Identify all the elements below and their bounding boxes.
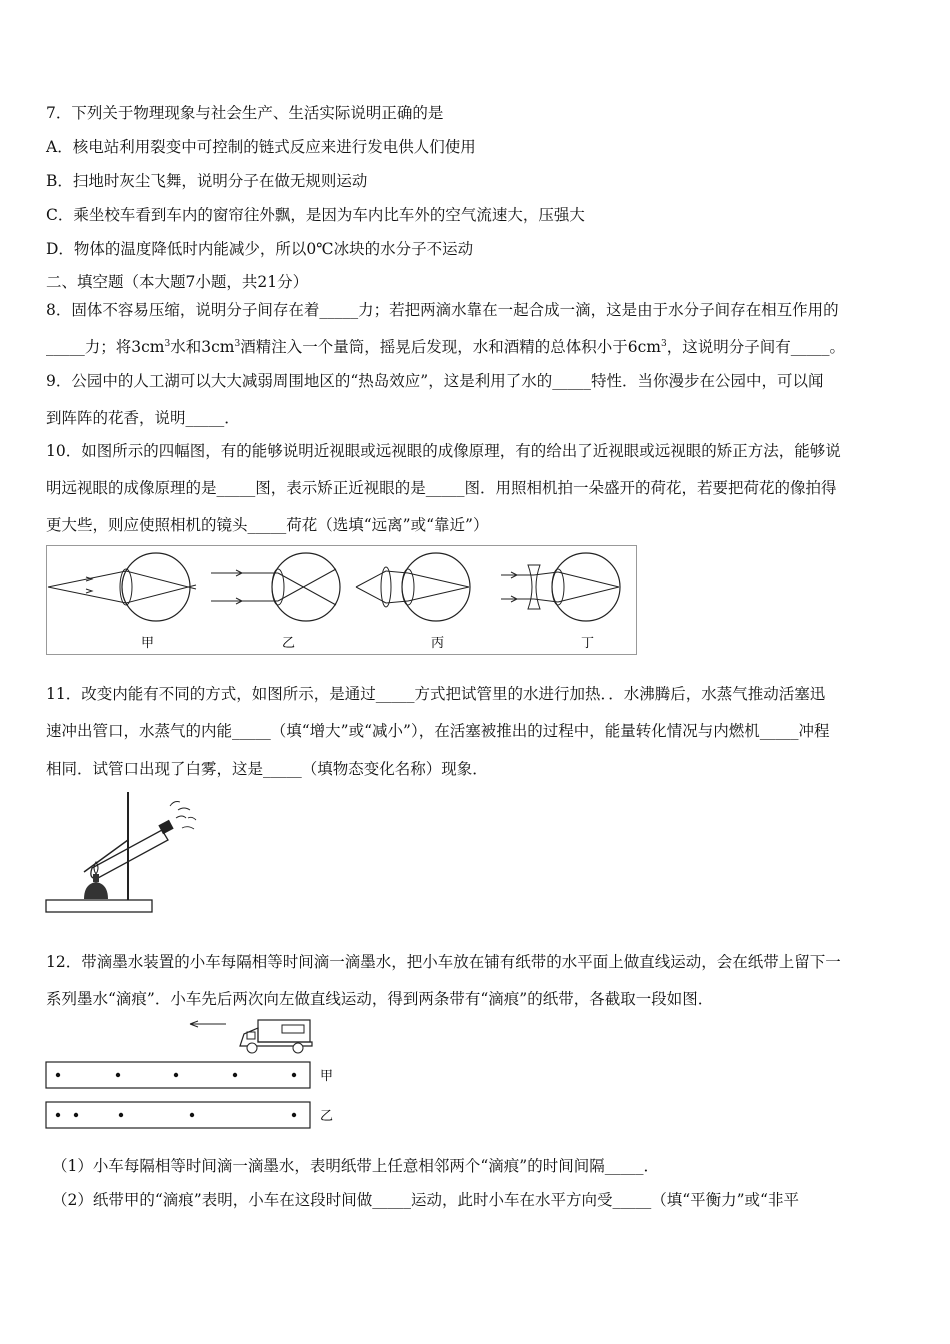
q8-text-b: 水和3cm [170, 338, 235, 356]
q12-line-1: 12．带滴墨水装置的小车每隔相等时间滴一滴墨水，把小车放在铺有纸带的水平面上做直线运动，会在纸带上留下一 [46, 953, 841, 971]
q11-line-1: 11．改变内能有不同的方式，如图所示，是通过_____方式把试管里的水进行加热．．水沸腾后，水蒸气推动活塞迅 [46, 685, 826, 703]
fig-label-yi: 乙 [282, 636, 296, 651]
eye-diagram-jia [48, 553, 196, 621]
eye-diagram-bing [356, 553, 470, 621]
eye-diagrams-figure [46, 545, 638, 655]
q7-option-d: D．物体的温度降低时内能减少，所以0℃冰块的水分子不运动 [46, 240, 474, 258]
fig-label-jia: 甲 [141, 636, 155, 651]
q11-line-3: 相同．试管口出现了白雾，这是_____（填物态变化名称）现象． [46, 760, 488, 778]
q10-line-1: 10．如图所示的四幅图，有的能够说明近视眼或远视眼的成像原理，有的给出了近视眼或远视眼的矫正方法，能够说 [46, 442, 841, 460]
fig-label-ding: 丁 [581, 636, 595, 651]
fig-label-bing: 丙 [431, 636, 445, 651]
q8-text-a: _____力；将3cm [46, 338, 165, 356]
q7-stem: 7．下列关于物理现象与社会生产、生活实际说明正确的是 [46, 104, 444, 122]
superscript: 3 [234, 338, 241, 349]
q7-option-b: B．扫地时灰尘飞舞，说明分子在做无规则运动 [46, 172, 368, 190]
q9-line-2: 到阵阵的花香，说明_____． [46, 409, 240, 427]
eye-diagram-ding [501, 553, 620, 621]
q9-line-1: 9．公园中的人工湖可以大大减弱周围地区的“热岛效应”，这是利用了水的_____特性．当你漫步在公园中，可以闻 [46, 372, 824, 390]
superscript: 3 [660, 338, 667, 349]
q10-line-3: 更大些，则应使照相机的镜头_____荷花（选填“远离”或“靠近”） [46, 516, 489, 534]
q8-line-2 [46, 337, 910, 357]
tape-yi [46, 1102, 310, 1128]
q7-option-c: C．乘坐校车看到车内的窗帘往外飘，是因为车内比车外的空气流速大，压强大 [46, 206, 585, 224]
q7-option-a: A．核电站利用裂变中可控制的链式反应来进行发电供人们使用 [46, 138, 476, 156]
q12-sub-1: （1）小车每隔相等时间滴一滴墨水，表明纸带上任意相邻两个“滴痕”的时间间隔_____． [52, 1157, 659, 1175]
q12-line-2: 系列墨水“滴痕”．小车先后两次向左做直线运动，得到两条带有“滴痕”的纸带，各截取一段如图． [46, 990, 714, 1008]
q10-line-2: 明远视眼的成像原理的是_____图，表示矫正近视眼的是_____图．用照相机拍一朵盛开的荷花，若要把荷花的像拍得 [46, 479, 837, 497]
tape-label-yi: 乙 [320, 1109, 334, 1124]
ink-tape-figure [44, 1016, 344, 1134]
superscript: 3 [164, 338, 171, 349]
q8-text-c: 酒精注入一个量筒，摇晃后发现，水和酒精的总体积小于6cm [240, 338, 661, 356]
section-heading: 二、填空题（本大题7小题，共21分） [46, 273, 309, 291]
cart-icon [240, 1020, 312, 1053]
q12-sub-2: （2）纸带甲的“滴痕”表明，小车在这段时间做_____运动，此时小车在水平方向受_____（填“平衡力”或“非平 [52, 1191, 799, 1209]
test-tube-figure [44, 788, 204, 918]
tape-label-jia: 甲 [320, 1069, 334, 1084]
q8-text-d: ，这说明分子间有_____。 [666, 338, 845, 356]
eye-diagram-yi [211, 553, 340, 621]
q11-line-2: 速冲出管口，水蒸气的内能_____（填“增大”或“减小”），在活塞被推出的过程中，能量转化情况与内燃机_____冲程 [46, 722, 830, 740]
q8-line-1: 8．固体不容易压缩，说明分子间存在着_____力；若把两滴水靠在一起合成一滴，这是由于水分子间存在相互作用的 [46, 301, 839, 319]
